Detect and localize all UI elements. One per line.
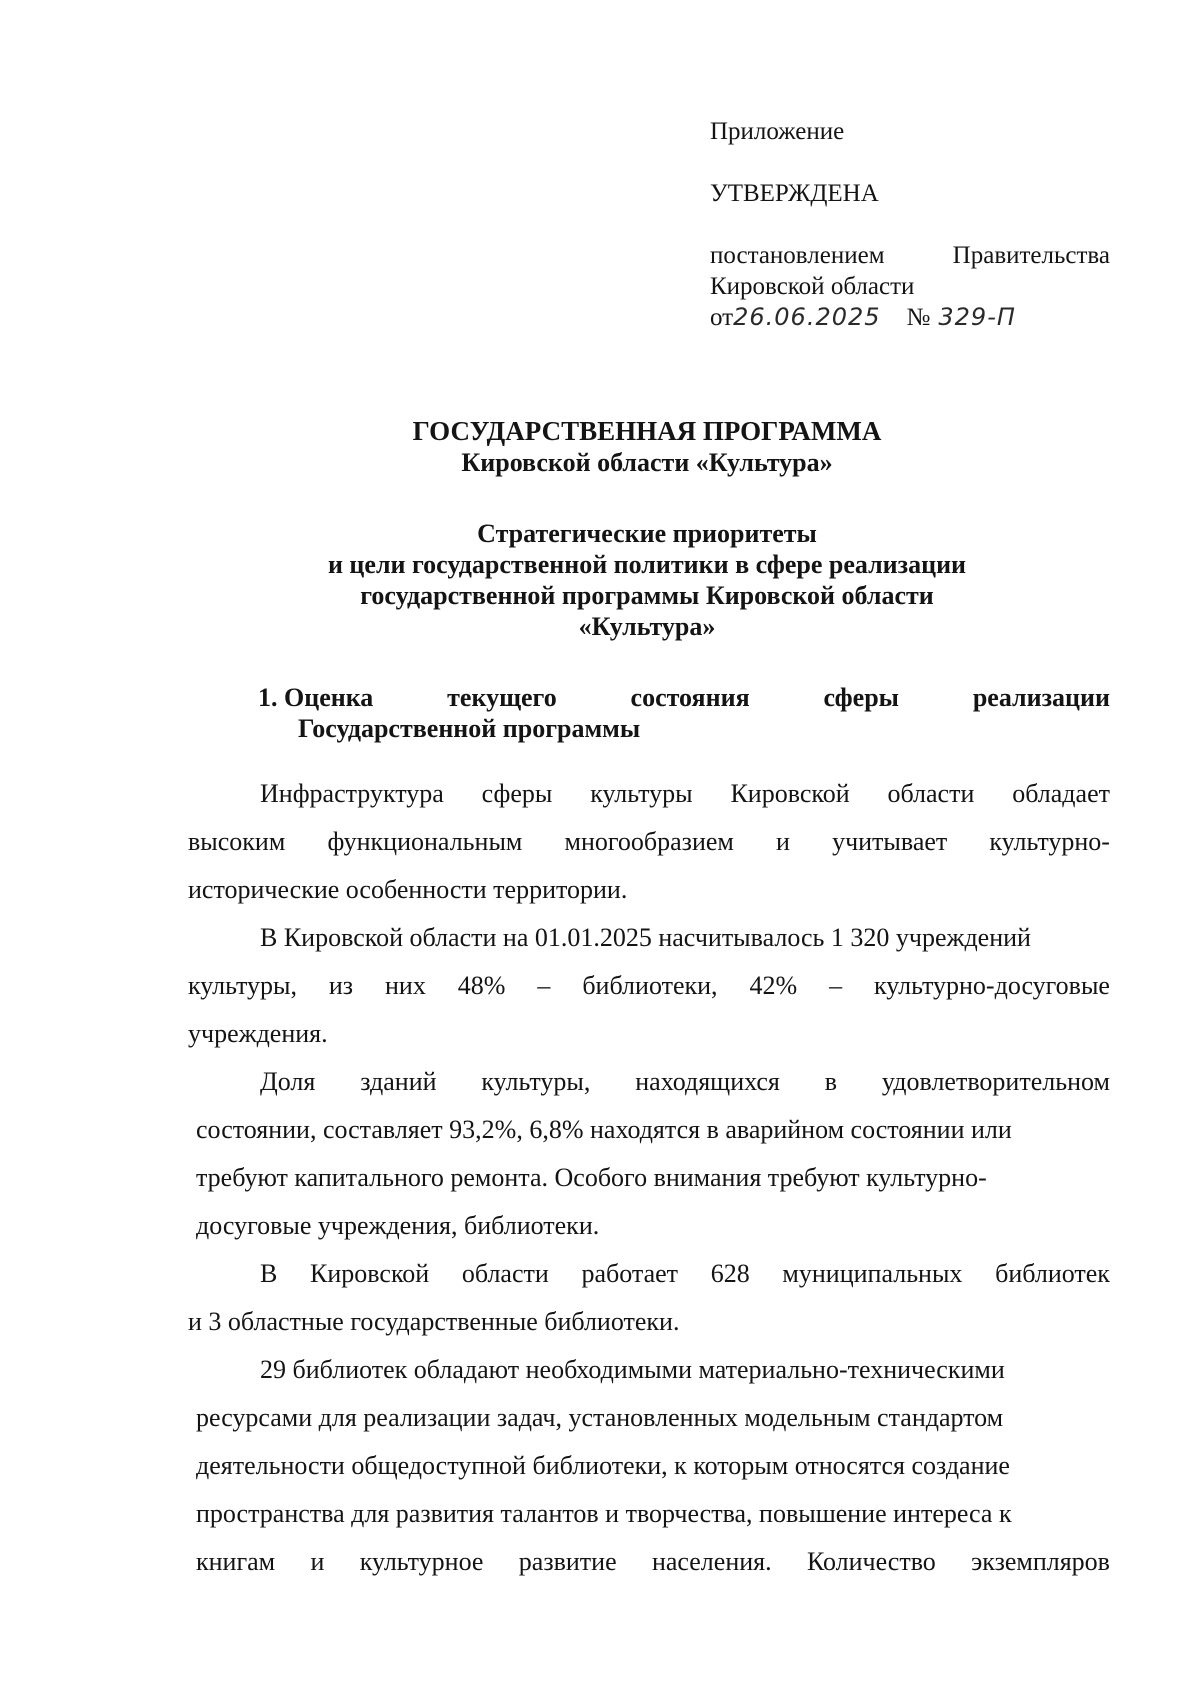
word: культуры <box>590 779 693 808</box>
section-word: сферы <box>823 683 899 712</box>
word: книгам <box>196 1547 276 1576</box>
text-line <box>188 962 1110 1010</box>
word: зданий <box>360 1067 437 1096</box>
text-line: В Кировской области на 01.01.2025 насчитывалось 1 320 учреждений <box>260 923 1031 952</box>
text-line <box>196 1538 1110 1586</box>
section-1-heading <box>258 682 1110 744</box>
strategic-subtitle <box>150 518 1144 642</box>
government-word: Правительства <box>952 242 1110 269</box>
word: – <box>537 971 551 1000</box>
text-line: пространства для развития талантов и творчества, повышение интереса к <box>196 1499 1012 1528</box>
section-word: состояния <box>630 683 750 712</box>
appendix-label: Приложение <box>710 118 845 145</box>
word: учитывает <box>832 827 948 856</box>
word: Кировской <box>730 779 850 808</box>
word: культурно- <box>989 827 1110 856</box>
word: и <box>776 827 790 856</box>
subtitle-line4: «Культура» <box>578 612 716 641</box>
word: области <box>887 779 975 808</box>
program-title-line1: ГОСУДАРСТВЕННАЯ ПРОГРАММА <box>412 416 882 446</box>
word: культурное <box>359 1547 484 1576</box>
approved-label: УТВЕРЖДЕНА <box>710 180 879 207</box>
word: 628 <box>710 1259 750 1288</box>
decree-word: постановлением <box>710 242 885 269</box>
section-1-line2: Государственной программы <box>298 714 641 743</box>
subtitle-line1: Стратегические приоритеты <box>477 519 817 548</box>
date-number-line <box>710 302 1110 333</box>
paragraph-institutions <box>188 914 1110 1058</box>
word: населения. <box>651 1547 772 1576</box>
approval-status <box>710 178 1110 209</box>
section-word: 1. Оценка <box>258 683 374 712</box>
word: многообразием <box>564 827 734 856</box>
paragraph-buildings <box>188 1058 1110 1250</box>
subtitle-line3: государственной программы Кировской области <box>360 581 934 610</box>
text-line: 29 библиотек обладают необходимыми материально-техническими <box>260 1355 1005 1384</box>
text-line: состоянии, составляет 93,2%, 6,8% находятся в аварийном состоянии или <box>196 1115 1012 1144</box>
word: находящихся <box>635 1067 780 1096</box>
text-line: требуют капитального ремонта. Особого внимания требуют культурно- <box>196 1163 987 1192</box>
word: области <box>461 1259 549 1288</box>
word: библиотеки, <box>582 971 718 1000</box>
word: функциональным <box>327 827 523 856</box>
region-line: Кировской области <box>710 273 915 300</box>
subtitle-line2: и цели государственной политики в сфере реализации <box>327 550 967 579</box>
program-title-line2: Кировской области «Культура» <box>461 448 833 477</box>
number-label: № <box>906 304 931 331</box>
text-line: досуговые учреждения, библиотеки. <box>196 1211 600 1240</box>
word: них <box>385 971 426 1000</box>
handwritten-number: 329-П <box>938 303 1016 331</box>
word: – <box>829 971 843 1000</box>
word: из <box>328 971 354 1000</box>
word: Кировской <box>310 1259 430 1288</box>
word: культуры, <box>481 1067 591 1096</box>
paragraph-libraries <box>188 1250 1110 1346</box>
text-line: деятельности общедоступной библиотеки, к которым относятся создание <box>196 1451 1010 1480</box>
word: 48% <box>457 971 506 1000</box>
text-line <box>188 818 1110 866</box>
text-line: исторические особенности территории. <box>188 875 628 904</box>
word: высоким <box>188 827 286 856</box>
section-1-line1 <box>258 682 1110 713</box>
word: и <box>310 1547 325 1576</box>
paragraph-infrastructure <box>188 770 1110 914</box>
word: Инфраструктура <box>260 779 444 808</box>
section-word: текущего <box>447 683 557 712</box>
text-line: ресурсами для реализации задач, установленных модельным стандартом <box>196 1403 1004 1432</box>
text-line <box>188 770 1110 818</box>
word: библиотек <box>995 1259 1110 1288</box>
word: в <box>824 1067 838 1096</box>
word: Количество <box>806 1547 936 1576</box>
word: сферы <box>481 779 553 808</box>
word: экземпляров <box>971 1547 1110 1576</box>
word: обладает <box>1012 779 1110 808</box>
word: развитие <box>518 1547 617 1576</box>
handwritten-date: 26.06.2025 <box>733 303 881 331</box>
word: удовлетворительном <box>881 1067 1110 1096</box>
word: В <box>260 1259 278 1288</box>
decree-reference <box>710 240 1110 333</box>
text-line <box>188 1058 1110 1106</box>
text-line: учреждения. <box>188 1019 328 1048</box>
program-title <box>150 416 1144 478</box>
word: работает <box>581 1259 679 1288</box>
text-line <box>188 1250 1110 1298</box>
word: культуры, <box>188 971 297 1000</box>
date-prefix: от <box>710 304 734 331</box>
section-word: реализации <box>972 683 1110 712</box>
word: Доля <box>260 1067 316 1096</box>
word: 42% <box>749 971 798 1000</box>
text-line: и 3 областные государственные библиотеки. <box>188 1307 680 1336</box>
paragraph-model-libraries <box>188 1346 1110 1586</box>
word: культурно-досуговые <box>874 971 1110 1000</box>
approval-block <box>710 116 1110 147</box>
decree-line <box>710 240 1110 271</box>
word: муниципальных <box>782 1259 963 1288</box>
